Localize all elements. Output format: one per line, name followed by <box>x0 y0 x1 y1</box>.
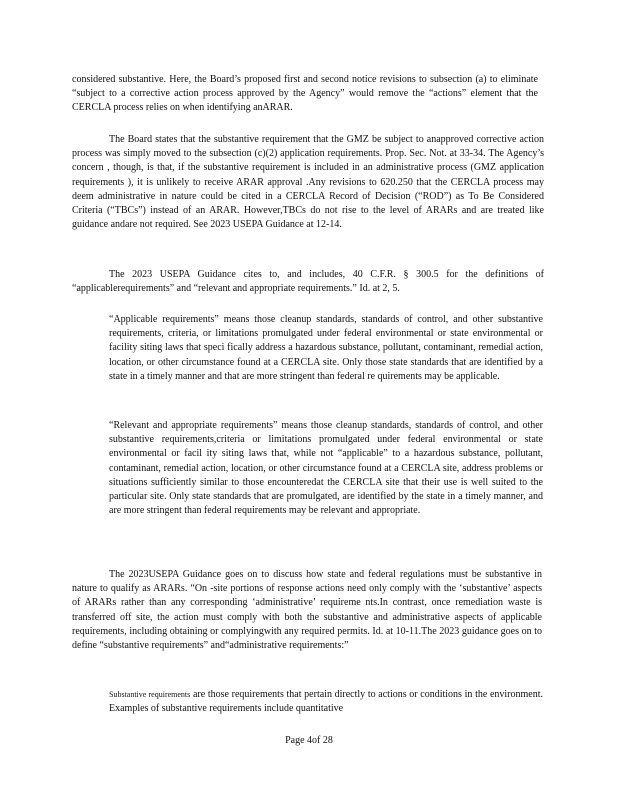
term-definition: are those requirements that pertain directly to actions or conditions in the environment. Examples of substantive requirements include quantitative <box>109 689 544 715</box>
paragraph-3: The 2023 USEPA Guidance cites to, and includes, 40 C.F.R. § 300.5 for the definitions of “applicablerequirements” and “relevant and appropriate requirements.” Id. at 2, 5. <box>72 269 544 295</box>
term-label: Substantive requirements <box>109 690 191 699</box>
blockquote-substantive-requirements <box>109 688 543 716</box>
paragraph-2: The Board states that the substantive requirement that the GMZ be subject to anapproved corrective action process was simply moved to the subsection (c)(2) application requirements. Prop. Sec. Not. at 33-34. The Agency’s concern , though, is that, if the substantive requirement is included in an administrative process (GMZ application requirements ), it is unlikely to receive ARAR approval .Any revisions to 620.250 that the CERCLA process may deem administrative in nature could be cited in a CERCLA Record of Decision (“ROD”) as To Be Considered Criteria (“TBCs”) instead of an ARAR. However,TBCs do not rise to the level of ARARs and are treated like guidance andare not required. See 2023 USEPA Guidance at 12-14. <box>72 134 544 231</box>
blockquote-applicable-requirements: “Applicable requirements” means those cleanup standards, standards of control, and other substantive requirements, criteria, or limitations promulgated under federal environmental or state environmental or facility siting laws that speci fically address a hazardous substance, pollutant, contaminant, remedial action, location, or other circumstance found at a CERCLA site. Only those state standards that are identified by a state in a timely manner and that are more stringent than federal re quirements may be applicable. <box>109 314 543 382</box>
paragraph-1: considered substantive. Here, the Board’s proposed first and second notice revisions to subsection (a) to eliminate “subject to a corrective action process approved by the Agency” would remove the “actions” element that the CERCLA process relies on when identifying anARAR. <box>72 74 538 114</box>
page-number: Page 4of 28 <box>285 735 333 746</box>
paragraph-4: The 2023USEPA Guidance goes on to discuss how state and federal regulations must be substantive in nature to qualify as ARARs. “On -site portions of response actions need only comply with the ‘substantive’ aspects of ARARs rather than any corresponding ‘administrative’ requireme nts.In contrast, once remediation waste is transferred off site, the action must comply with both the substantive and administrative aspects of applicable requirements, including obtaining or complyingwith any required permits. Id. at 10-11.The 2023 guidance goes on to define “substantive requirements” and“administrative requirements:” <box>72 569 542 652</box>
blockquote-relevant-appropriate-requirements: “Relevant and appropriate requirements” means those cleanup standards, standards of control, and other substantive requirements,criteria or limitations promulgated under federal environmental or state environmental or facil ity siting laws that, while not “applicable” to a hazardous substance, pollutant, contaminant, remedial action, location, or other circumstance found at a CERCLA site, address problems or situations sufficiently similar to those encounteredat the CERCLA site that their use is well suited to the particular site. Only state standards that are promulgated, are identified by the state in a timely manner, and are more stringent than federal requirements may be relevant and appropriate. <box>109 420 543 517</box>
